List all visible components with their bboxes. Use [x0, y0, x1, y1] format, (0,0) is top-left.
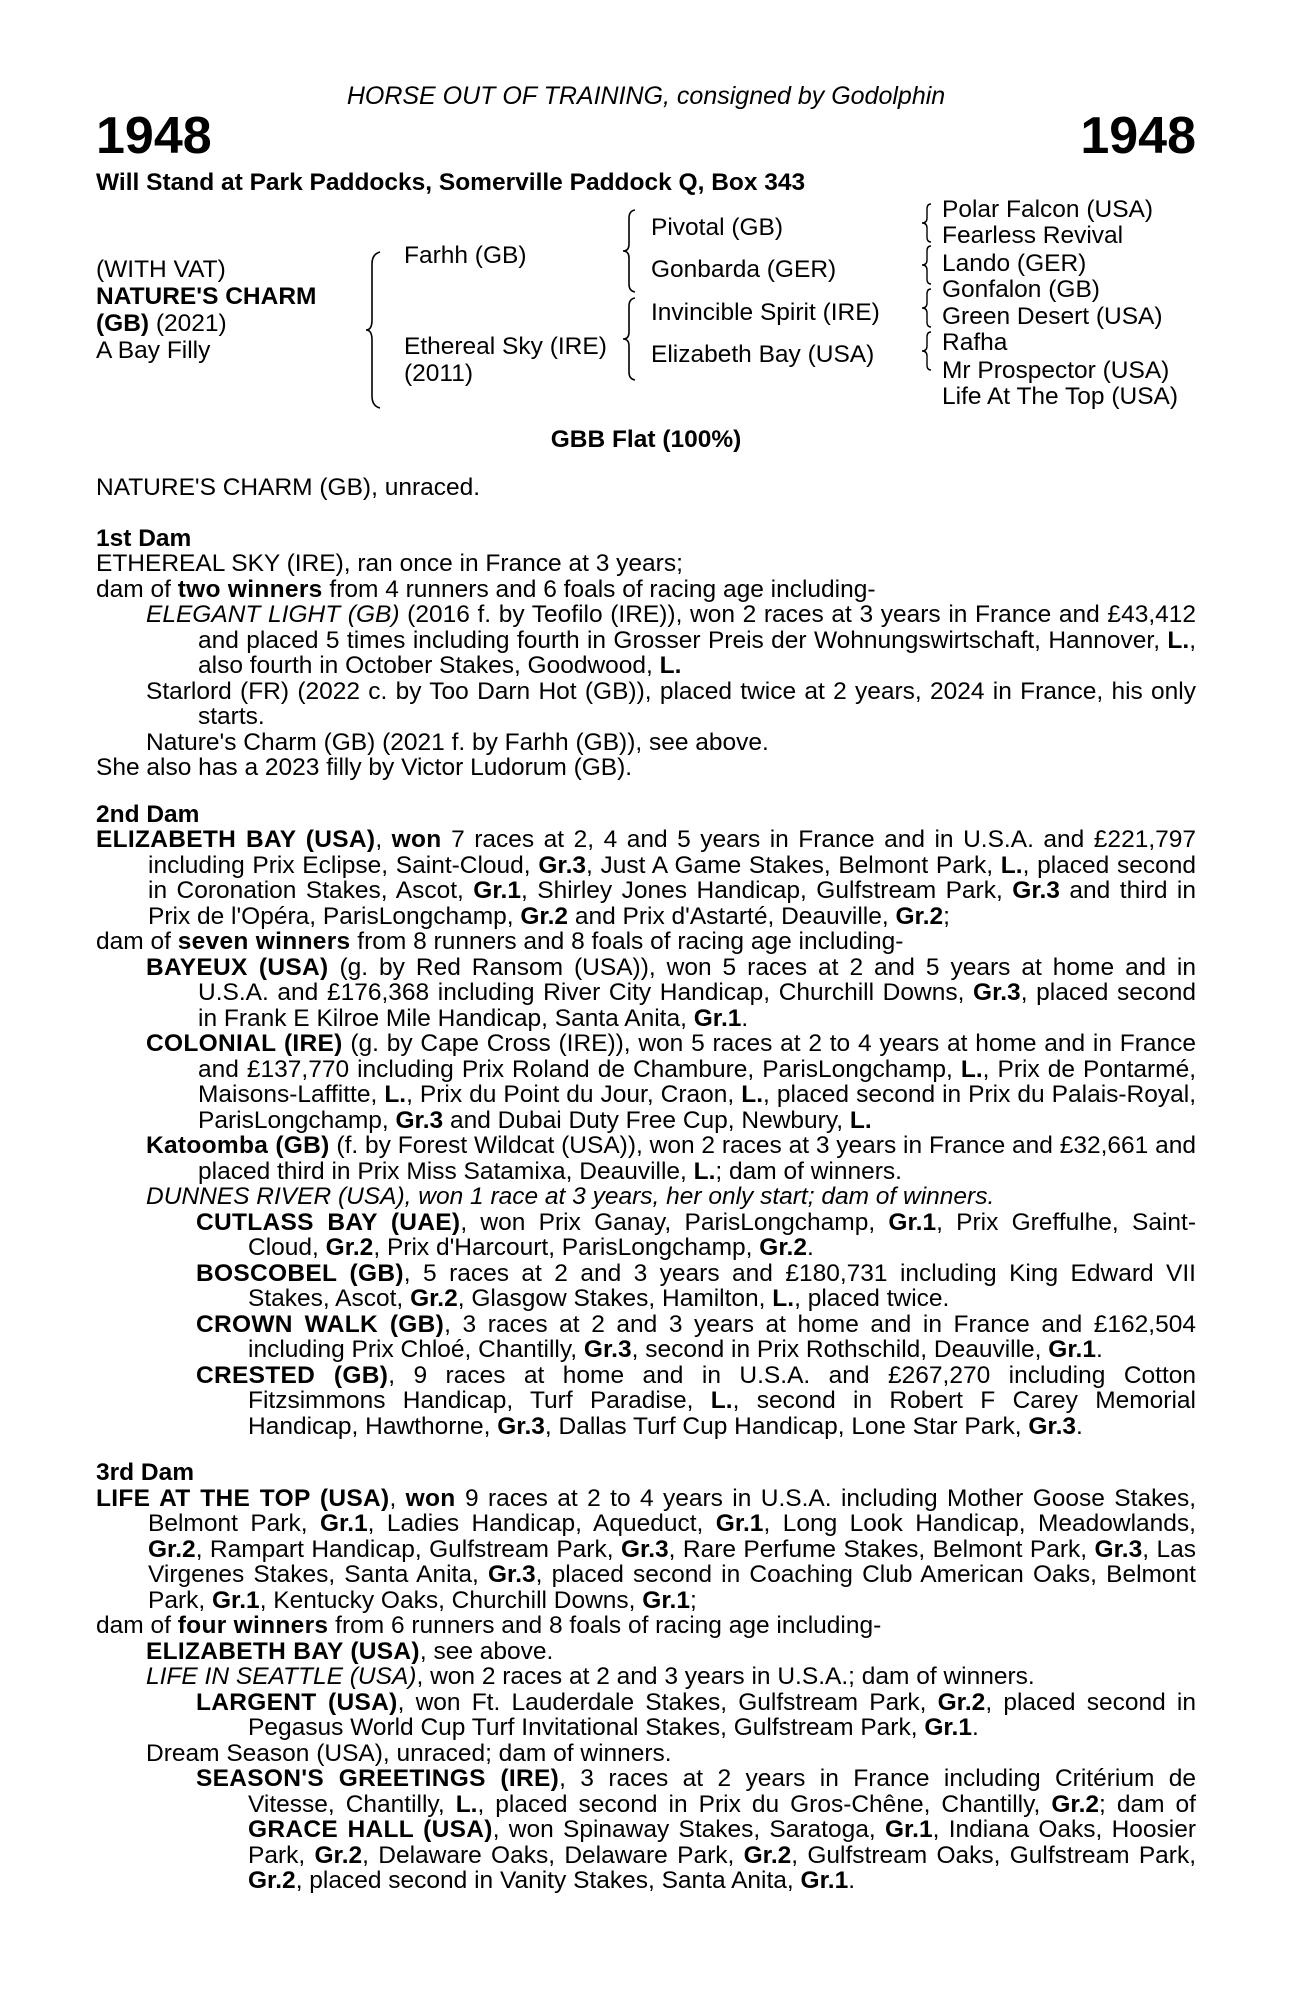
text: , Prix du Point du Jour, Craon,: [406, 1081, 742, 1108]
pedigree-gen3-7: Mr Prospector (USA): [942, 357, 1170, 384]
text: , Indiana Oaks, Hoosier Park,: [248, 1816, 1196, 1869]
text: ,: [375, 826, 392, 853]
produce-entry: [96, 955, 1196, 1032]
grade: Gr.2: [937, 1688, 986, 1716]
grade: Gr.2: [248, 1867, 296, 1894]
text: from 4 runners and 6 foals of racing age including-: [322, 575, 876, 603]
text: , second in Prix Rothschild, Deauville,: [631, 1336, 1049, 1363]
text: , Las Virgenes Stakes, Santa Anita,: [148, 1535, 1196, 1588]
third-dam-record: [96, 1486, 1196, 1614]
text: from 8 runners and 8 foals of racing age including-: [350, 928, 904, 955]
pedigree-sire-dam: Gonbarda (GER): [651, 256, 837, 283]
grade: L.: [1167, 626, 1190, 654]
text: , second in Robert F Carey Memorial Handicap, Hawthorne,: [248, 1387, 1196, 1440]
grade: L.: [455, 1790, 478, 1818]
second-dam-produce: [96, 929, 1196, 955]
horse-name: BAYEUX (USA): [146, 953, 329, 981]
horse-name: SEASON'S GREETINGS (IRE): [196, 1765, 560, 1792]
grade: Gr.3: [1094, 1535, 1143, 1563]
text: ; dam of winners.: [715, 1157, 902, 1185]
subject-vat: (WITH VAT): [96, 256, 226, 283]
rating-line: GBB Flat (100%): [550, 426, 742, 453]
text: , won 1 race at 3 years, her only start; dam of winners.: [404, 1183, 995, 1210]
pedigree-sire-sire: Pivotal (GB): [651, 214, 784, 241]
horse-name: ELIZABETH BAY (USA): [96, 826, 376, 853]
pedigree-gen3-1: Polar Falcon (USA): [942, 196, 1154, 223]
grade: Gr.1: [884, 1816, 933, 1843]
lot-number-left: 1948: [96, 107, 212, 165]
text: , won Ft. Lauderdale Stakes, Gulfstream Park,: [397, 1688, 938, 1716]
first-dam-footnote: She also has a 2023 filly by Victor Ludorum (GB).: [96, 754, 633, 781]
grade: Gr.2: [520, 902, 569, 930]
horse-name: ELEGANT LIGHT (GB): [146, 601, 400, 628]
text: ;: [943, 902, 950, 930]
subject-country: (GB): [96, 310, 150, 337]
grade: Gr.1: [1048, 1336, 1096, 1363]
subject-year: (2021): [155, 310, 227, 337]
text: and Prix d'Astarté, Deauville,: [568, 902, 896, 930]
pedigree-gen3-2: Fearless Revival: [942, 222, 1124, 249]
grade: Gr.1: [693, 1004, 742, 1032]
text: .: [1076, 1412, 1083, 1440]
lot-number-right: 1948: [1080, 107, 1196, 165]
produce-entry: [96, 1664, 1196, 1690]
text: , 3 races at 2 years in France including Critérium de Vitesse, Chantilly,: [248, 1765, 1197, 1818]
text: (2016 f. by Teofilo (IRE)), won 2 races at 3 years in France and £43,412 and placed 5 times including fourth in Grosser Preis der Wohnungswirtschaft, Hannover,: [198, 601, 1196, 654]
grade: Gr.1: [715, 1510, 764, 1537]
text: , see above.: [419, 1637, 554, 1665]
grade: Gr.2: [743, 1841, 792, 1869]
text: dam of: [96, 1612, 178, 1639]
pedigree-brace-6: [921, 287, 939, 329]
pedigree-brace-7: [921, 330, 939, 372]
grade: Gr.2: [1051, 1790, 1100, 1818]
grade: Gr.3: [1012, 877, 1060, 904]
horse-name: GRACE HALL (USA): [248, 1816, 493, 1843]
first-dam-heading: 1st Dam: [96, 524, 192, 552]
produce-entry: Nature's Charm (GB) (2021 f. by Farhh (GB)), see above.: [146, 728, 769, 756]
text: , placed second in Prix du Gros-Chêne, Chantilly,: [477, 1790, 1052, 1818]
subject-country-year: [96, 310, 227, 337]
pedigree-gen3-3: Lando (GER): [942, 250, 1087, 277]
grade: Gr.3: [973, 979, 1021, 1006]
horse-name: ELIZABETH BAY (USA): [146, 1637, 420, 1665]
grade: Gr.2: [314, 1841, 363, 1869]
text: , Delaware Oaks, Delaware Park,: [362, 1841, 744, 1869]
pedigree-gen3-8: Life At The Top (USA): [942, 383, 1179, 410]
text: and Dubai Duty Free Cup, Newbury,: [443, 1106, 850, 1134]
text: , Prix d'Harcourt, ParisLongchamp,: [373, 1234, 760, 1261]
consignment-line: HORSE OUT OF TRAINING, consigned by Godolphin: [346, 82, 946, 110]
horse-name: BOSCOBEL (GB): [196, 1259, 404, 1287]
first-dam-line: ETHEREAL SKY (IRE), ran once in France at 3 years;: [96, 550, 683, 577]
third-dam-produce: [96, 1613, 1196, 1639]
horse-name: CUTLASS BAY (UAE): [196, 1208, 461, 1236]
produce-entry: [96, 1184, 1196, 1210]
grade: Gr.3: [395, 1106, 444, 1134]
text: , Prix Greffulhe, Saint-Cloud,: [248, 1208, 1196, 1261]
produce-entry: [96, 1133, 1196, 1184]
horse-name: CROWN WALK (GB): [196, 1310, 445, 1338]
text: , 5 races at 2 and 3 years and £180,731 including King Edward VII Stakes, Ascot,: [248, 1259, 1196, 1312]
produce-entry-sub: [96, 1766, 1196, 1894]
grade: Gr.2: [148, 1535, 196, 1563]
grade: L.: [659, 652, 682, 679]
text: .: [848, 1867, 856, 1894]
produce-entry-sub: [96, 1690, 1196, 1741]
catalogue-body: [96, 475, 1196, 1894]
pedigree-brace-5: [921, 244, 939, 286]
third-dam-heading: 3rd Dam: [96, 1459, 195, 1486]
grade: Gr.3: [487, 1561, 536, 1588]
pedigree-dam-sire: Invincible Spirit (IRE): [651, 299, 880, 326]
text: , Ladies Handicap, Aqueduct,: [367, 1510, 716, 1537]
text: , placed second in Coaching Club American Oaks, Belmont Park,: [148, 1561, 1196, 1614]
text: from 6 runners and 8 foals of racing age including-: [328, 1612, 882, 1639]
text: dam of: [96, 575, 178, 603]
text: , Long Look Handicap, Meadowlands,: [763, 1510, 1196, 1537]
text: , placed second in Pegasus World Cup Turf Invitational Stakes, Gulfstream Park,: [248, 1688, 1196, 1741]
text: 9 races at 2 to 4 years in U.S.A. including Mother Goose Stakes, Belmont Park,: [148, 1484, 1196, 1537]
grade: Gr.2: [325, 1234, 374, 1261]
text: and third in Prix de l'Opéra, ParisLongchamp,: [148, 877, 1197, 930]
grade: Gr.2: [759, 1234, 807, 1261]
horse-name: LARGENT (USA): [196, 1688, 398, 1716]
grade: Gr.3: [583, 1336, 632, 1363]
second-dam-record: [96, 827, 1196, 929]
text: , Gulfstream Oaks, Gulfstream Park,: [791, 1841, 1197, 1869]
pedigree-dam: Ethereal Sky (IRE): [404, 333, 607, 360]
pedigree-table: [96, 196, 1196, 426]
grade: L.: [772, 1285, 795, 1312]
grade: Gr.1: [212, 1586, 260, 1614]
produce-entry-sub: [96, 1261, 1196, 1312]
text: , Rare Perfume Stakes, Belmont Park,: [668, 1535, 1095, 1563]
pedigree-dam-dam: Elizabeth Bay (USA): [651, 341, 875, 368]
horse-name: LIFE AT THE TOP (USA): [96, 1484, 390, 1512]
pedigree-gen3-5: Green Desert (USA): [942, 303, 1163, 330]
winners-count: seven winners: [177, 928, 351, 955]
grade: Gr.1: [319, 1510, 368, 1537]
text: ,: [389, 1484, 406, 1512]
horse-name: COLONIAL (IRE): [146, 1030, 343, 1057]
text: won: [405, 1484, 456, 1512]
text: , Just A Game Stakes, Belmont Park,: [586, 851, 1001, 879]
pedigree-brace-4: [921, 202, 939, 244]
text: , won 2 races at 2 and 3 years in U.S.A.; dam of winners.: [416, 1663, 1035, 1690]
winners-count: two winners: [177, 575, 323, 603]
grade: Gr.1: [888, 1208, 937, 1236]
text: , won Prix Ganay, ParisLongchamp,: [460, 1208, 889, 1236]
horse-name: CRESTED (GB): [196, 1361, 389, 1389]
grade: L.: [710, 1387, 733, 1414]
grade: Gr.1: [473, 877, 521, 904]
pedigree-dam-year: (2011): [404, 360, 474, 387]
text: , 9 races at home and in U.S.A. and £267,270 including Cotton Fitzsimmons Handicap, Turf Paradise,: [248, 1361, 1197, 1414]
produce-entry: [96, 602, 1196, 679]
pedigree-brace-2: [623, 208, 647, 294]
text: ;: [689, 1586, 697, 1614]
text: won: [391, 826, 442, 853]
grade: Gr.1: [924, 1714, 972, 1741]
text: ; dam of: [1099, 1790, 1196, 1818]
grade: Gr.2: [895, 902, 944, 930]
grade: L.: [384, 1081, 407, 1108]
horse-name: DUNNES RIVER (USA): [146, 1183, 405, 1210]
text: (g. by Red Ransom (USA)), won 5 races at 2 and 5 years at home and in U.S.A. and £176,368 including River City Handicap, Churchill Downs,: [198, 953, 1196, 1006]
text: 7 races at 2, 4 and 5 years in France and in U.S.A. and £221,797 including Prix Eclipse, Saint-Cloud,: [148, 826, 1196, 879]
produce-entry: Starlord (FR) (2022 c. by Too Darn Hot (GB)), placed twice at 2 years, 2024 in France, his only starts.: [146, 677, 1196, 730]
grade: L.: [849, 1106, 872, 1134]
text: , 3 races at 2 and 3 years at home and in France and £162,504 including Prix Chloé, Chantilly,: [248, 1310, 1196, 1363]
second-dam-heading: 2nd Dam: [96, 800, 200, 828]
grade: L.: [741, 1081, 764, 1108]
text: .: [972, 1714, 979, 1741]
grade: Gr.1: [642, 1586, 690, 1614]
text: , placed second in Prix du Palais-Royal, ParisLongchamp,: [198, 1081, 1196, 1134]
text: .: [806, 1234, 814, 1261]
pedigree-gen3-4: Gonfalon (GB): [942, 276, 1100, 303]
text: , placed second in Vanity Stakes, Santa Anita,: [295, 1867, 801, 1894]
grade: Gr.3: [620, 1535, 669, 1563]
pedigree-brace-1: [366, 250, 396, 410]
text: .: [1095, 1336, 1103, 1363]
winners-count: four winners: [177, 1612, 329, 1639]
text: , Shirley Jones Handicap, Gulfstream Park,: [520, 877, 1013, 904]
catalogue-page: [96, 0, 1196, 2000]
text: , also fourth in October Stakes, Goodwood,: [198, 626, 1196, 679]
text: , Dallas Turf Cup Handicap, Lone Star Park,: [544, 1412, 1029, 1440]
text: , Prix de Pontarmé, Maisons-Laffitte,: [198, 1055, 1197, 1108]
text: dam of: [96, 928, 178, 955]
text: , placed twice.: [794, 1285, 950, 1312]
grade: Gr.3: [538, 851, 587, 879]
subject-name: [96, 283, 316, 310]
horse-name: LIFE IN SEATTLE (USA): [146, 1663, 417, 1690]
first-dam-produce: [96, 577, 1196, 603]
pedigree-gen3-6: Rafha: [942, 329, 1008, 356]
text: , placed second in Frank E Kilroe Mile Handicap, Santa Anita,: [198, 979, 1196, 1032]
pedigree-sire: Farhh (GB): [404, 242, 527, 269]
produce-entry-sub: [96, 1363, 1196, 1440]
grade: L.: [693, 1157, 716, 1185]
grade: Gr.1: [800, 1867, 849, 1894]
grade: L.: [960, 1055, 983, 1083]
text: , placed second in Coronation Stakes, Ascot,: [148, 851, 1196, 904]
text: , Rampart Handicap, Gulfstream Park,: [195, 1535, 621, 1563]
text: .: [741, 1004, 749, 1032]
produce-entry: Dream Season (USA), unraced; dam of winners.: [146, 1739, 672, 1767]
subject-name-text: NATURE'S CHARM: [96, 283, 317, 310]
text: , won Spinaway Stakes, Saratoga,: [492, 1816, 885, 1843]
text: (g. by Cape Cross (IRE)), won 5 races at 2 to 4 years at home and in France and £137,770 including Prix Roland de Chambure, ParisLongchamp,: [198, 1030, 1197, 1083]
stand-location: Will Stand at Park Paddocks, Somerville Paddock Q, Box 343: [96, 169, 806, 196]
text: , Kentucky Oaks, Churchill Downs,: [259, 1586, 643, 1614]
grade: Gr.3: [1028, 1412, 1077, 1440]
subject-description: A Bay Filly: [96, 337, 211, 364]
grade: L.: [1000, 851, 1023, 879]
grade: Gr.3: [497, 1412, 545, 1440]
intro-line: NATURE'S CHARM (GB), unraced.: [96, 474, 481, 501]
horse-name: Katoomba (GB): [146, 1132, 330, 1159]
text: , Glasgow Stakes, Hamilton,: [457, 1285, 773, 1312]
pedigree-brace-3: [623, 296, 647, 382]
produce-entry: [96, 1639, 1196, 1665]
produce-entry: [96, 1031, 1196, 1133]
text: (f. by Forest Wildcat (USA)), won 2 races at 3 years in France and £32,661 and placed third in Prix Miss Satamixa, Deauville,: [198, 1132, 1197, 1185]
produce-entry-sub: [96, 1312, 1196, 1363]
produce-entry-sub: [96, 1210, 1196, 1261]
grade: Gr.2: [410, 1285, 458, 1312]
